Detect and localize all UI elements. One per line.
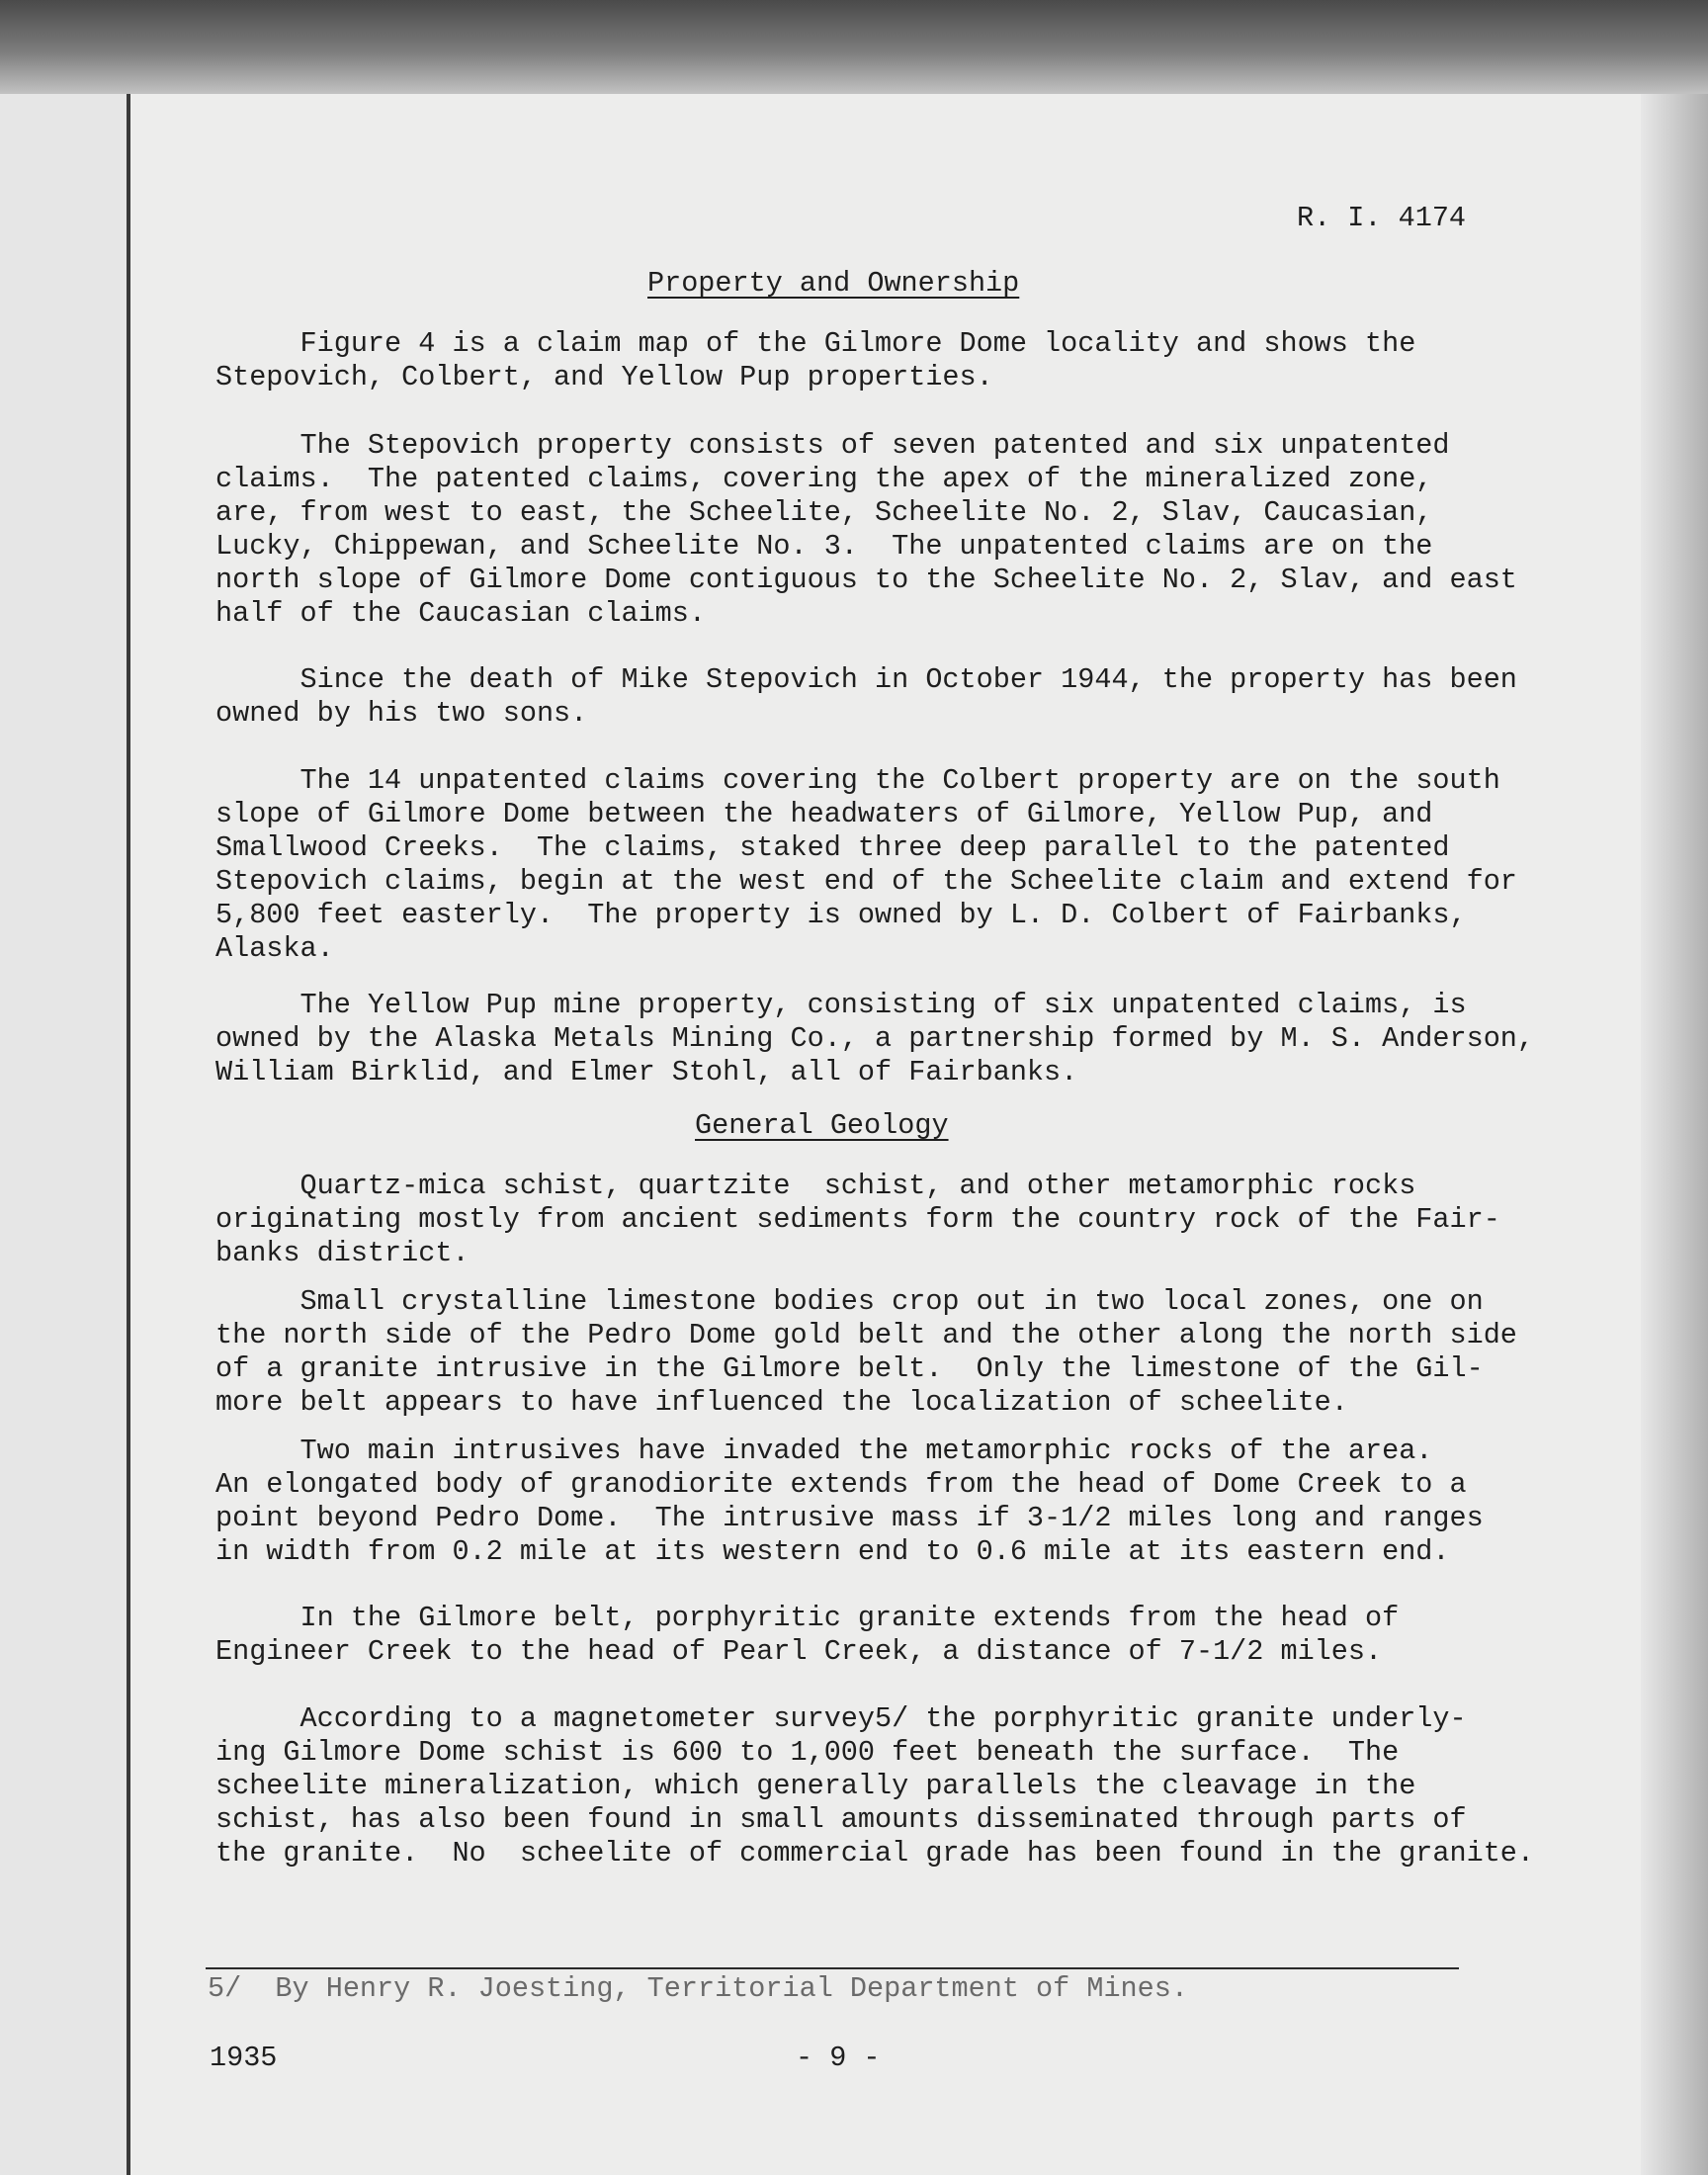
footer-year: 1935 (210, 2042, 278, 2074)
text-line: originating mostly from ancient sediments form the country rock of the Fair- (215, 1203, 1500, 1236)
text-line: William Birklid, and Elmer Stohl, all of Fairbanks. (215, 1056, 1078, 1088)
text-line: Small crystalline limestone bodies crop out in two local zones, one on (215, 1285, 1484, 1318)
text-line: Smallwood Creeks. The claims, staked three deep parallel to the patented (215, 831, 1450, 864)
text-line: the granite. No scheelite of commercial grade has been found in the granite. (215, 1837, 1535, 1870)
page-number: - 9 - (796, 2042, 881, 2074)
text-line: The Yellow Pup mine property, consisting of six unpatented claims, is (215, 989, 1467, 1021)
text-line: 5,800 feet easterly. The property is owned by L. D. Colbert of Fairbanks, (215, 899, 1467, 931)
section-heading-property: Property and Ownership (647, 267, 1020, 300)
paragraph-yellow-pup (215, 989, 1535, 1089)
text-line: slope of Gilmore Dome between the headwaters of Gilmore, Yellow Pup, and (215, 798, 1433, 830)
text-line: Since the death of Mike Stepovich in October 1944, the property has been (215, 663, 1517, 696)
section-heading-geology: General Geology (695, 1109, 949, 1142)
footnote-divider (206, 1967, 1459, 1969)
text-line: the north side of the Pedro Dome gold belt and the other along the north side (215, 1319, 1517, 1351)
text-line: Quartz-mica schist, quartzite schist, and other metamorphic rocks (215, 1170, 1416, 1202)
paragraph-colbert-property (215, 764, 1517, 966)
scan-margin (0, 94, 127, 2175)
text-line: Stepovich claims, begin at the west end of the Scheelite claim and extend for (215, 865, 1517, 898)
text-line: The 14 unpatented claims covering the Colbert property are on the south (215, 764, 1500, 797)
footnote: 5/ By Henry R. Joesting, Territorial Department of Mines. (208, 1972, 1188, 2005)
paragraph-limestone (215, 1285, 1517, 1420)
text-line: banks district. (215, 1237, 470, 1269)
paragraph-gilmore-belt (215, 1602, 1510, 1669)
text-line: Figure 4 is a claim map of the Gilmore Dome locality and shows the (215, 327, 1416, 360)
text-line: are, from west to east, the Scheelite, Scheelite No. 2, Slav, Caucasian, (215, 496, 1433, 529)
paragraph-figure-4 (215, 327, 1510, 394)
paragraph-country-rock (215, 1170, 1510, 1270)
page-edge (1641, 94, 1708, 2175)
report-id: R. I. 4174 (1297, 202, 1467, 234)
text-line: An elongated body of granodiorite extends from the head of Dome Creek to a (215, 1468, 1467, 1501)
text-line: scheelite mineralization, which generally parallels the cleavage in the (215, 1770, 1416, 1802)
text-line: owned by the Alaska Metals Mining Co., a partnership formed by M. S. Anderson, (215, 1022, 1535, 1055)
text-line: owned by his two sons. (215, 697, 588, 730)
text-line: of a granite intrusive in the Gilmore belt. Only the limestone of the Gil- (215, 1352, 1484, 1385)
paragraph-intrusives (215, 1435, 1510, 1569)
paragraph-stepovich-death (215, 663, 1517, 731)
text-line: Engineer Creek to the head of Pearl Creek, a distance of 7-1/2 miles. (215, 1635, 1383, 1668)
text-line: in width from 0.2 mile at its western end to 0.6 mile at its eastern end. (215, 1535, 1450, 1568)
text-line: Two main intrusives have invaded the metamorphic rocks of the area. (215, 1435, 1433, 1467)
text-line: north slope of Gilmore Dome contiguous to the Scheelite No. 2, Slav, and east (215, 564, 1517, 596)
text-line: In the Gilmore belt, porphyritic granite extends from the head of (215, 1602, 1400, 1634)
text-line: Lucky, Chippewan, and Scheelite No. 3. The unpatented claims are on the (215, 530, 1433, 563)
text-line: ing Gilmore Dome schist is 600 to 1,000 feet beneath the surface. The (215, 1736, 1400, 1769)
text-line: The Stepovich property consists of seven patented and six unpatented (215, 429, 1450, 462)
text-line: schist, has also been found in small amounts disseminated through parts of (215, 1803, 1467, 1836)
text-line: Stepovich, Colbert, and Yellow Pup properties. (215, 361, 993, 393)
paragraph-stepovich-property (215, 429, 1517, 631)
paragraph-magnetometer (215, 1702, 1535, 1870)
text-line: Alaska. (215, 932, 334, 965)
text-line: half of the Caucasian claims. (215, 597, 706, 630)
text-line: point beyond Pedro Dome. The intrusive mass if 3-1/2 miles long and ranges (215, 1502, 1484, 1534)
text-line: claims. The patented claims, covering the apex of the mineralized zone, (215, 463, 1433, 495)
text-line: According to a magnetometer survey5/ the porphyritic granite underly- (215, 1702, 1467, 1735)
text-line: more belt appears to have influenced the localization of scheelite. (215, 1386, 1348, 1419)
